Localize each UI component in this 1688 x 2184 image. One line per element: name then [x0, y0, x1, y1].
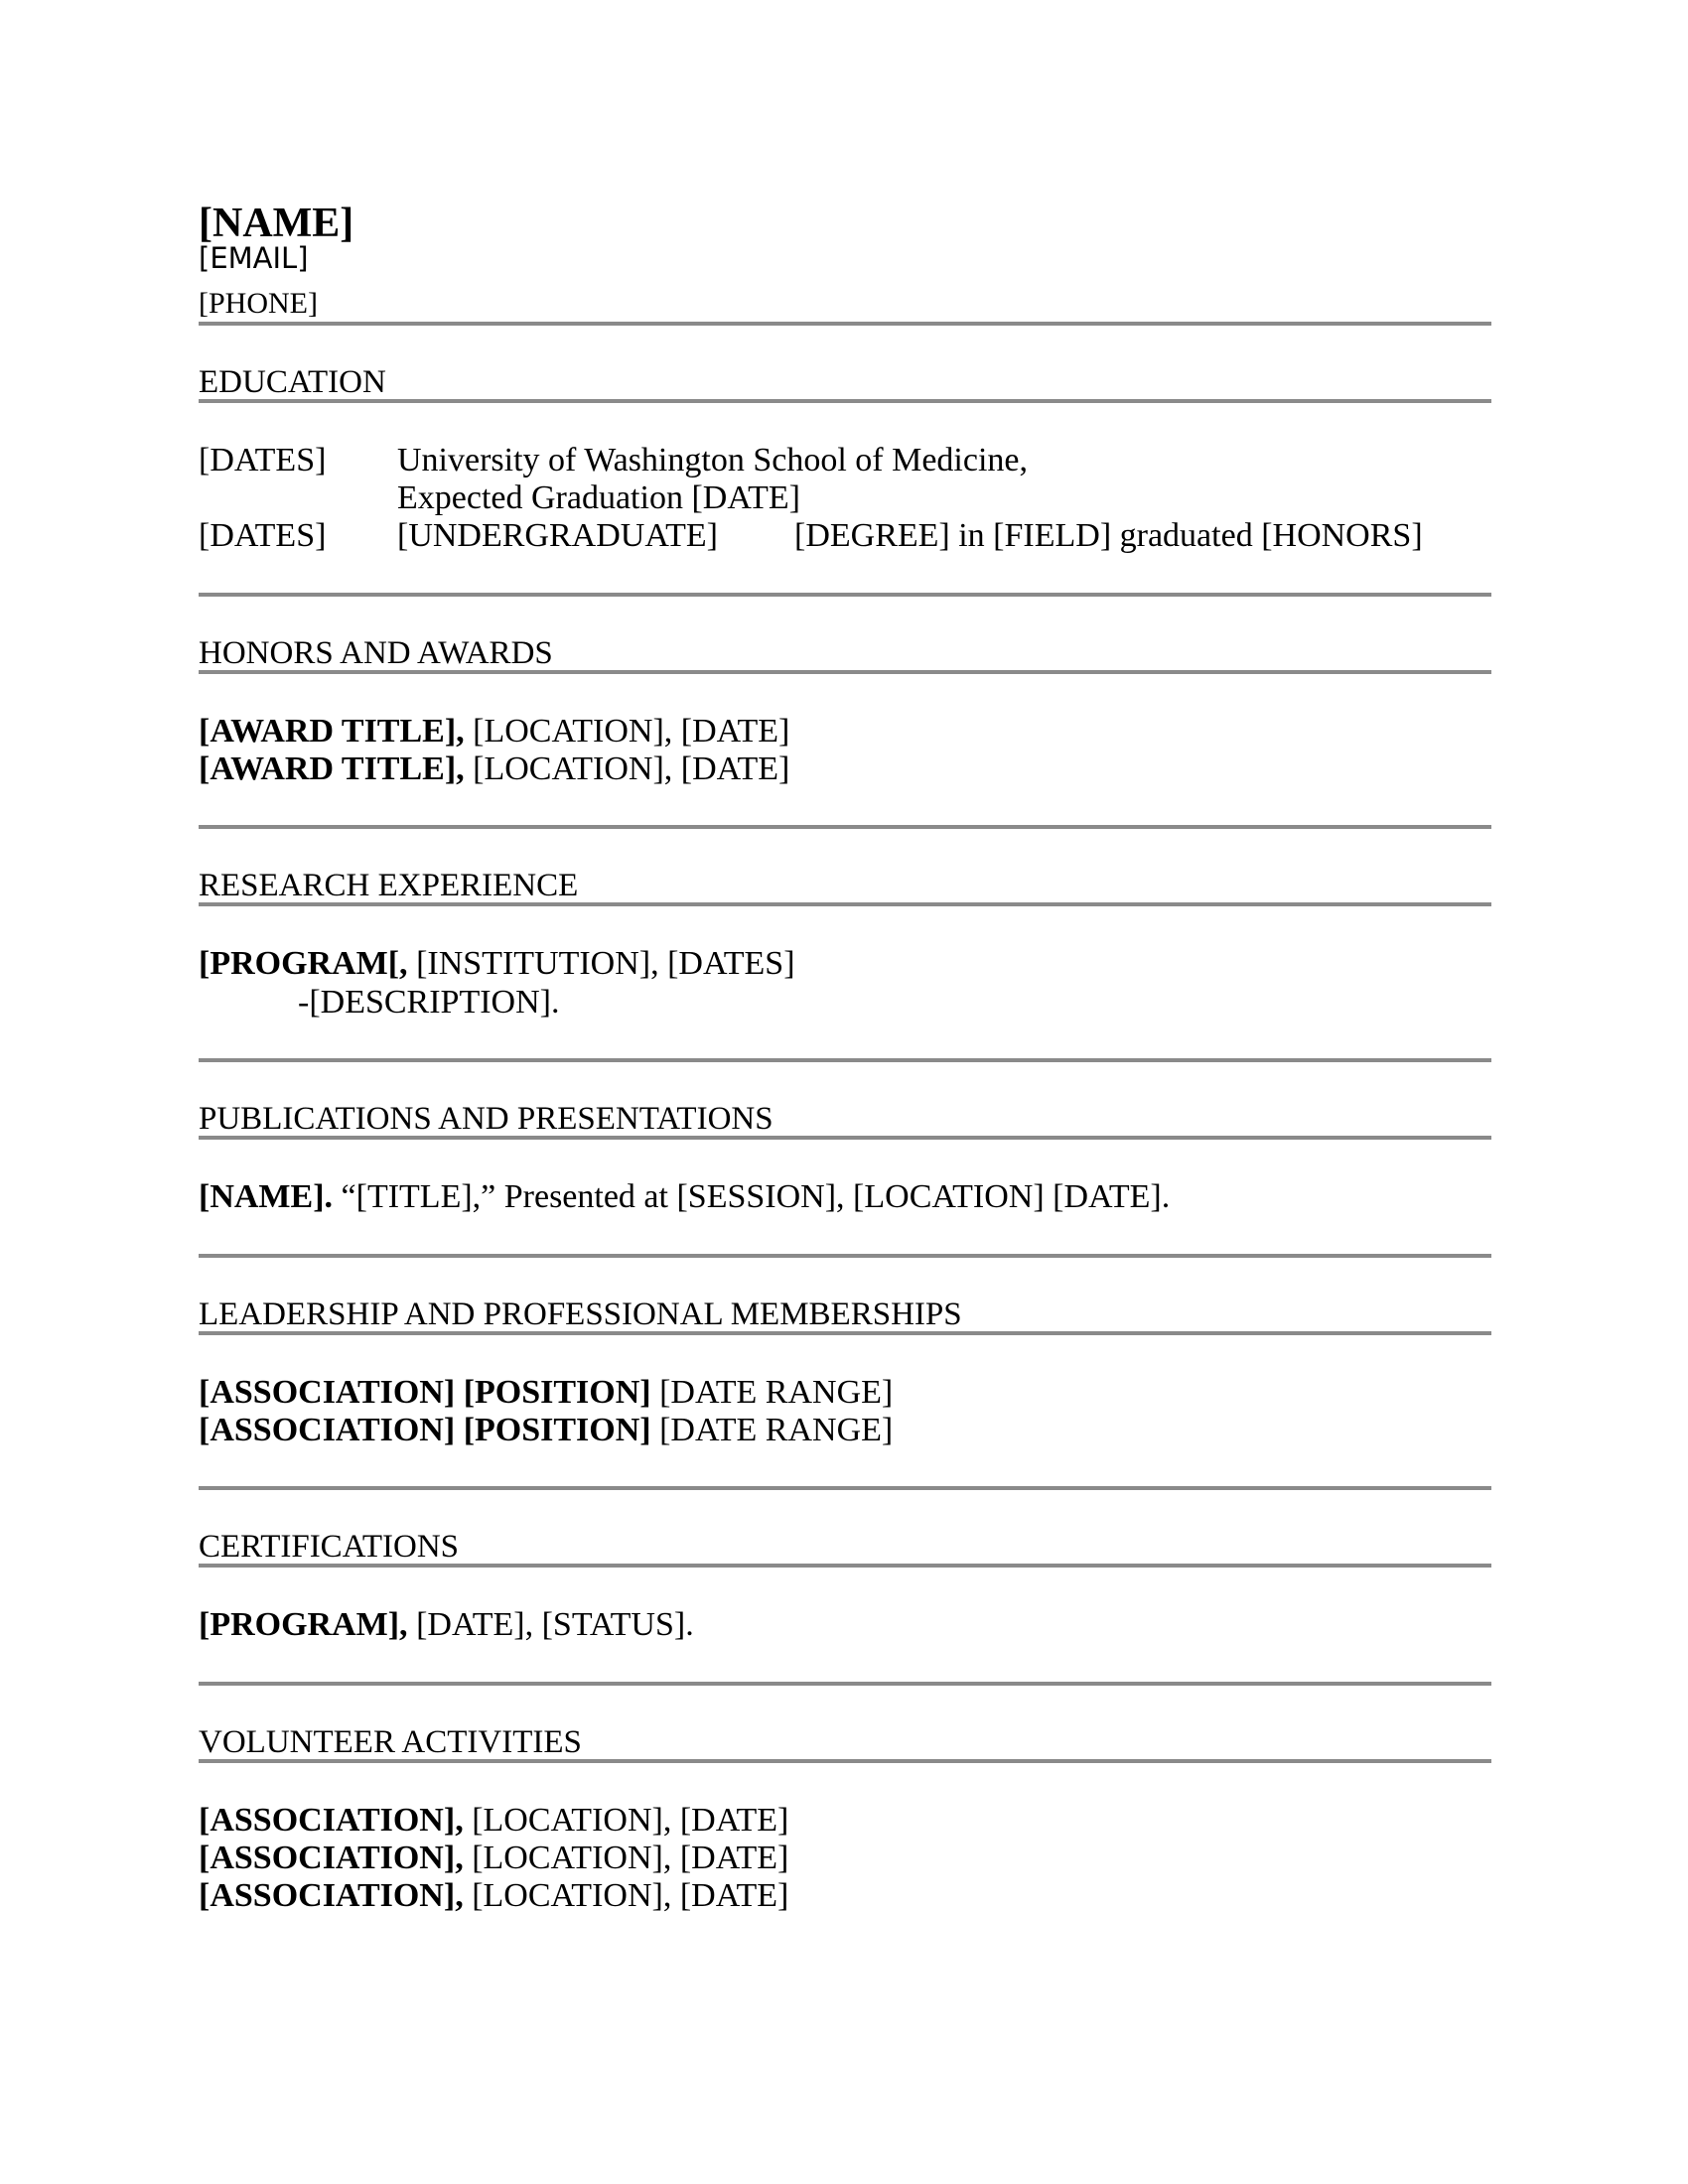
award-title: [AWARD TITLE],	[199, 751, 465, 787]
membership-entry	[199, 1376, 893, 1410]
certification-detail: [DATE], [STATUS].	[407, 1606, 694, 1643]
section-heading-volunteer: VOLUNTEER ACTIVITIES	[199, 1724, 582, 1760]
publication-detail: “[TITLE],” Presented at [SESSION], [LOCATION] [DATE].	[333, 1178, 1171, 1215]
education-school: University of Washington School of Medicine,	[397, 442, 1028, 478]
volunteer-entry	[199, 1842, 788, 1875]
divider	[199, 902, 1491, 906]
volunteer-entry	[199, 1879, 788, 1913]
award-entry	[199, 752, 789, 786]
divider	[199, 1486, 1491, 1490]
section-heading-research: RESEARCH EXPERIENCE	[199, 868, 579, 903]
certification-program: [PROGRAM],	[199, 1606, 408, 1643]
research-program: [PROGRAM[,	[199, 945, 408, 982]
divider	[199, 1564, 1491, 1568]
volunteer-entry	[199, 1804, 788, 1838]
section-heading-honors: HONORS AND AWARDS	[199, 635, 553, 671]
divider	[199, 1682, 1491, 1686]
divider	[199, 670, 1491, 674]
publication-author: [NAME].	[199, 1178, 334, 1215]
award-title: [AWARD TITLE],	[199, 713, 465, 750]
candidate-name: [NAME]	[199, 201, 354, 246]
divider	[199, 825, 1491, 829]
membership-title: [ASSOCIATION] [POSITION]	[199, 1412, 651, 1448]
divider	[199, 1058, 1491, 1062]
divider	[199, 1759, 1491, 1763]
award-detail: [LOCATION], [DATE]	[464, 713, 790, 750]
volunteer-association: [ASSOCIATION],	[199, 1802, 464, 1839]
membership-entry	[199, 1414, 893, 1447]
divider	[199, 1331, 1491, 1335]
award-entry	[199, 715, 789, 749]
research-entry	[199, 947, 795, 981]
membership-detail: [DATE RANGE]	[650, 1412, 894, 1448]
volunteer-detail: [LOCATION], [DATE]	[463, 1877, 789, 1914]
email-text: [EMAIL]	[199, 241, 309, 275]
education-dates: [DATES]	[199, 517, 327, 554]
membership-detail: [DATE RANGE]	[650, 1374, 894, 1411]
divider	[199, 322, 1491, 326]
education-undergraduate: [UNDERGRADUATE]	[397, 517, 718, 554]
publication-entry	[199, 1180, 1170, 1214]
section-heading-certifications: CERTIFICATIONS	[199, 1529, 460, 1565]
volunteer-detail: [LOCATION], [DATE]	[463, 1802, 789, 1839]
education-graduation: Expected Graduation [DATE]	[397, 479, 800, 516]
research-description: -[DESCRIPTION].	[298, 984, 560, 1021]
section-heading-education: EDUCATION	[199, 364, 386, 400]
certification-entry	[199, 1608, 694, 1642]
section-heading-leadership: LEADERSHIP AND PROFESSIONAL MEMBERSHIPS	[199, 1297, 962, 1332]
divider	[199, 593, 1491, 597]
research-detail: [INSTITUTION], [DATES]	[407, 945, 795, 982]
award-detail: [LOCATION], [DATE]	[464, 751, 790, 787]
education-dates: [DATES]	[199, 442, 327, 478]
divider	[199, 1254, 1491, 1258]
education-degree: [DEGREE] in [FIELD] graduated [HONORS]	[794, 517, 1423, 554]
section-heading-publications: PUBLICATIONS AND PRESENTATIONS	[199, 1101, 774, 1137]
volunteer-association: [ASSOCIATION],	[199, 1840, 464, 1876]
divider	[199, 1136, 1491, 1140]
membership-title: [ASSOCIATION] [POSITION]	[199, 1374, 651, 1411]
divider	[199, 399, 1491, 403]
volunteer-association: [ASSOCIATION],	[199, 1877, 464, 1914]
phone-text: [PHONE]	[199, 287, 318, 320]
volunteer-detail: [LOCATION], [DATE]	[463, 1840, 789, 1876]
